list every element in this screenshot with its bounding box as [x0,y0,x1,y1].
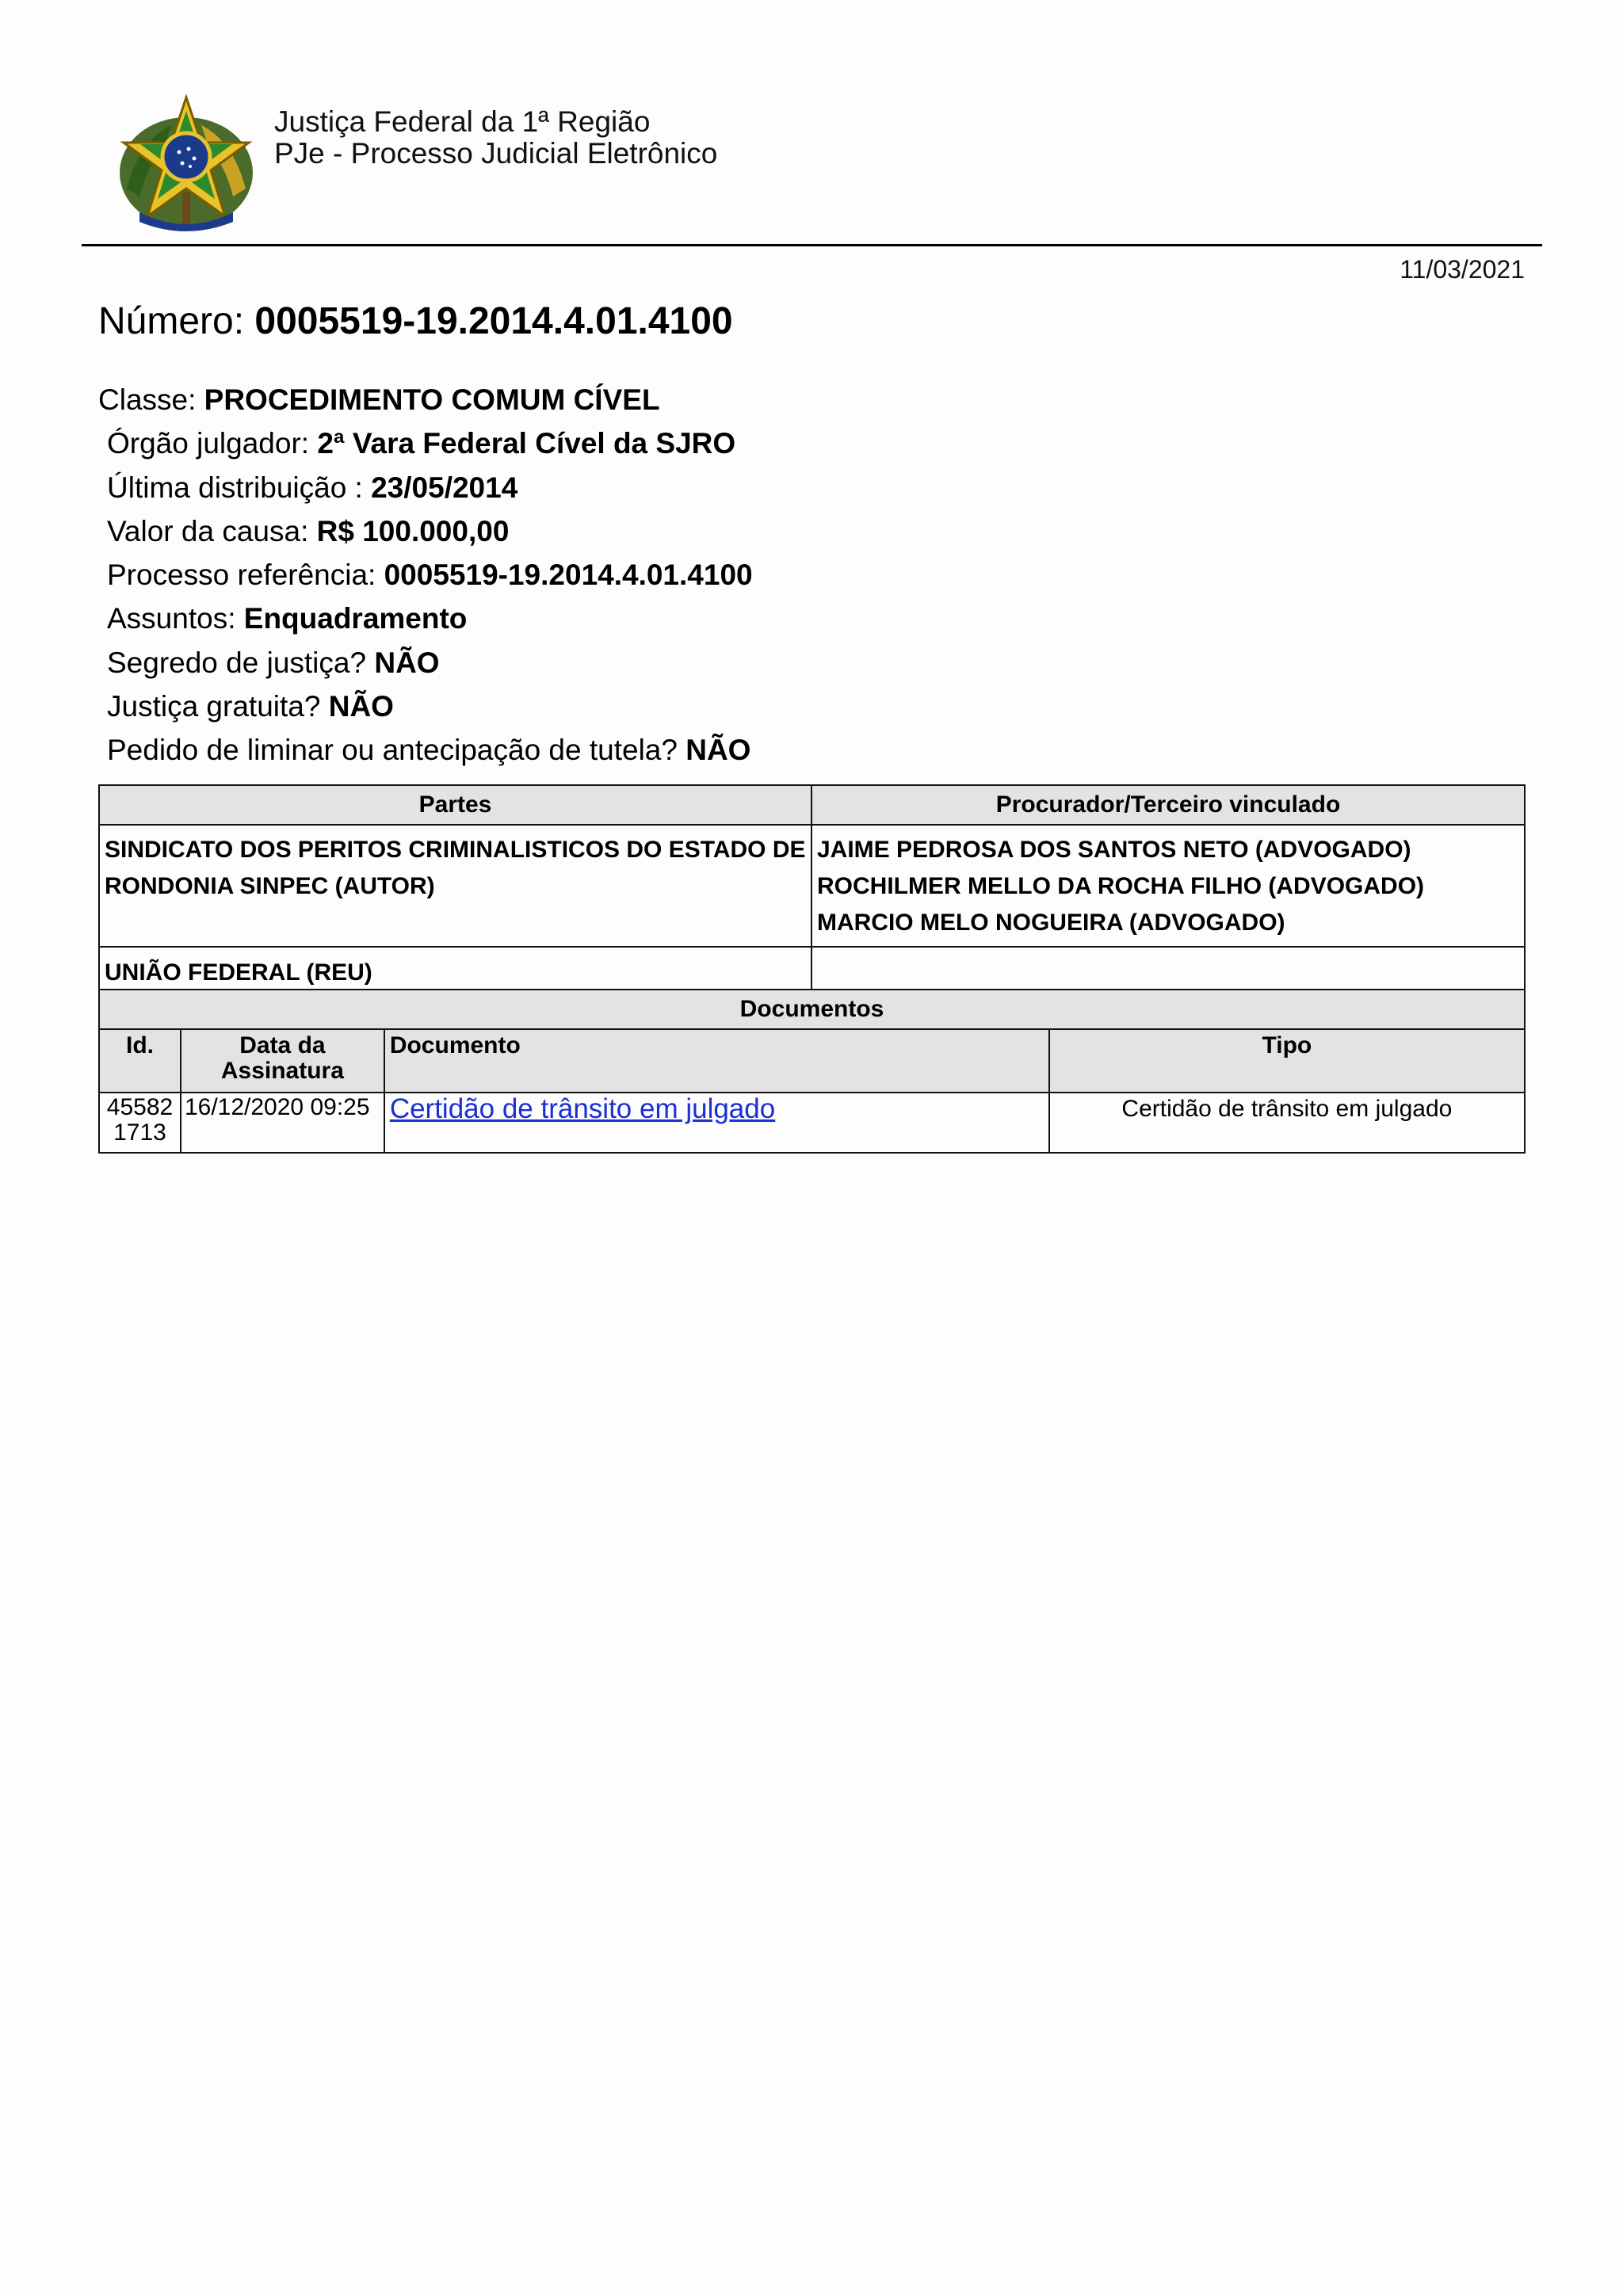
column-header-partes: Partes [99,785,812,825]
parties-table [98,784,1526,990]
process-number [98,299,733,343]
field-orgao-julgador [98,424,753,467]
field-ultima-distribuicao [98,468,753,512]
document-date: 11/03/2021 [1400,255,1525,284]
documents-title: Documentos [99,990,1525,1029]
lawyer-name: JAIME PEDROSA DOS SANTOS NETO (ADVOGADO) [816,837,1411,863]
lawyer-name: MARCIO MELO NOGUEIRA (ADVOGADO) [816,910,1285,936]
doc-document-cell [384,1093,1049,1153]
header-titles [274,106,717,170]
party-cell: UNIÃO FEDERAL (REU) [99,947,812,990]
field-value: Enquadramento [243,602,468,635]
lawyers-cell [812,947,1525,990]
field-pedido-liminar [98,730,753,774]
column-header-tipo: Tipo [1049,1029,1525,1093]
lawyers-cell [812,825,1525,947]
doc-id-line1: 45582 [106,1094,174,1120]
coat-of-arms-logo [116,93,257,241]
field-label: Órgão julgador: [107,427,318,460]
field-label: Assuntos: [107,602,244,635]
column-header-id: Id. [99,1029,181,1093]
field-value: PROCEDIMENTO COMUM CÍVEL [204,383,660,416]
field-value: NÃO [328,690,394,723]
doc-date-cell: 16/12/2020 09:25 [181,1093,384,1153]
field-processo-referencia [98,555,753,599]
process-number-label: Número: [98,300,255,342]
field-label: Segredo de justiça? [107,646,375,679]
process-details [98,380,753,775]
system-name: PJe - Processo Judicial Eletrônico [274,137,718,170]
field-value: R$ 100.000,00 [316,514,510,547]
field-valor-causa [98,512,753,555]
field-value: 0005519-19.2014.4.01.4100 [384,559,753,592]
table-row [99,1093,1525,1153]
field-label: Pedido de liminar ou antecipação de tutela? [107,734,686,767]
field-label: Valor da causa: [107,514,317,547]
table-header-row [99,1029,1525,1093]
column-header-procurador: Procurador/Terceiro vinculado [812,785,1525,825]
field-label: Processo referência: [107,559,384,592]
lawyer-name: ROCHILMER MELLO DA ROCHA FILHO (ADVOGADO) [816,873,1425,899]
table-header-row [99,785,1525,825]
header-divider [82,244,1542,246]
column-header-data [181,1029,384,1093]
column-header-data-line2: Assinatura [220,1058,344,1084]
table-title-row [99,990,1525,1029]
field-segredo-justica [98,643,753,687]
field-value: 23/05/2014 [371,471,518,504]
process-number-value: 0005519-19.2014.4.01.4100 [254,300,733,342]
court-name: Justiça Federal da 1ª Região [274,105,651,138]
field-justica-gratuita [98,687,753,730]
field-label: Classe: [98,383,204,416]
document-link[interactable]: Certidão de trânsito em julgado [389,1093,776,1124]
documents-table [98,989,1526,1154]
doc-type-cell: Certidão de trânsito em julgado [1049,1093,1525,1153]
field-label: Última distribuição : [107,471,372,504]
doc-id-line2: 1713 [113,1119,166,1146]
table-row [99,947,1525,990]
party-cell: SINDICATO DOS PERITOS CRIMINALISTICOS DO ESTADO DE RONDONIA SINPEC (AUTOR) [99,825,812,947]
field-value: 2ª Vara Federal Cível da SJRO [317,427,736,460]
field-value: NÃO [374,646,440,679]
column-header-documento: Documento [384,1029,1049,1093]
doc-id-cell [99,1093,181,1153]
field-label: Justiça gratuita? [107,690,329,723]
table-row [99,825,1525,947]
field-value: NÃO [685,734,751,767]
column-header-data-line1: Data da [239,1032,326,1058]
field-assuntos [98,599,753,643]
field-classe [98,380,753,424]
